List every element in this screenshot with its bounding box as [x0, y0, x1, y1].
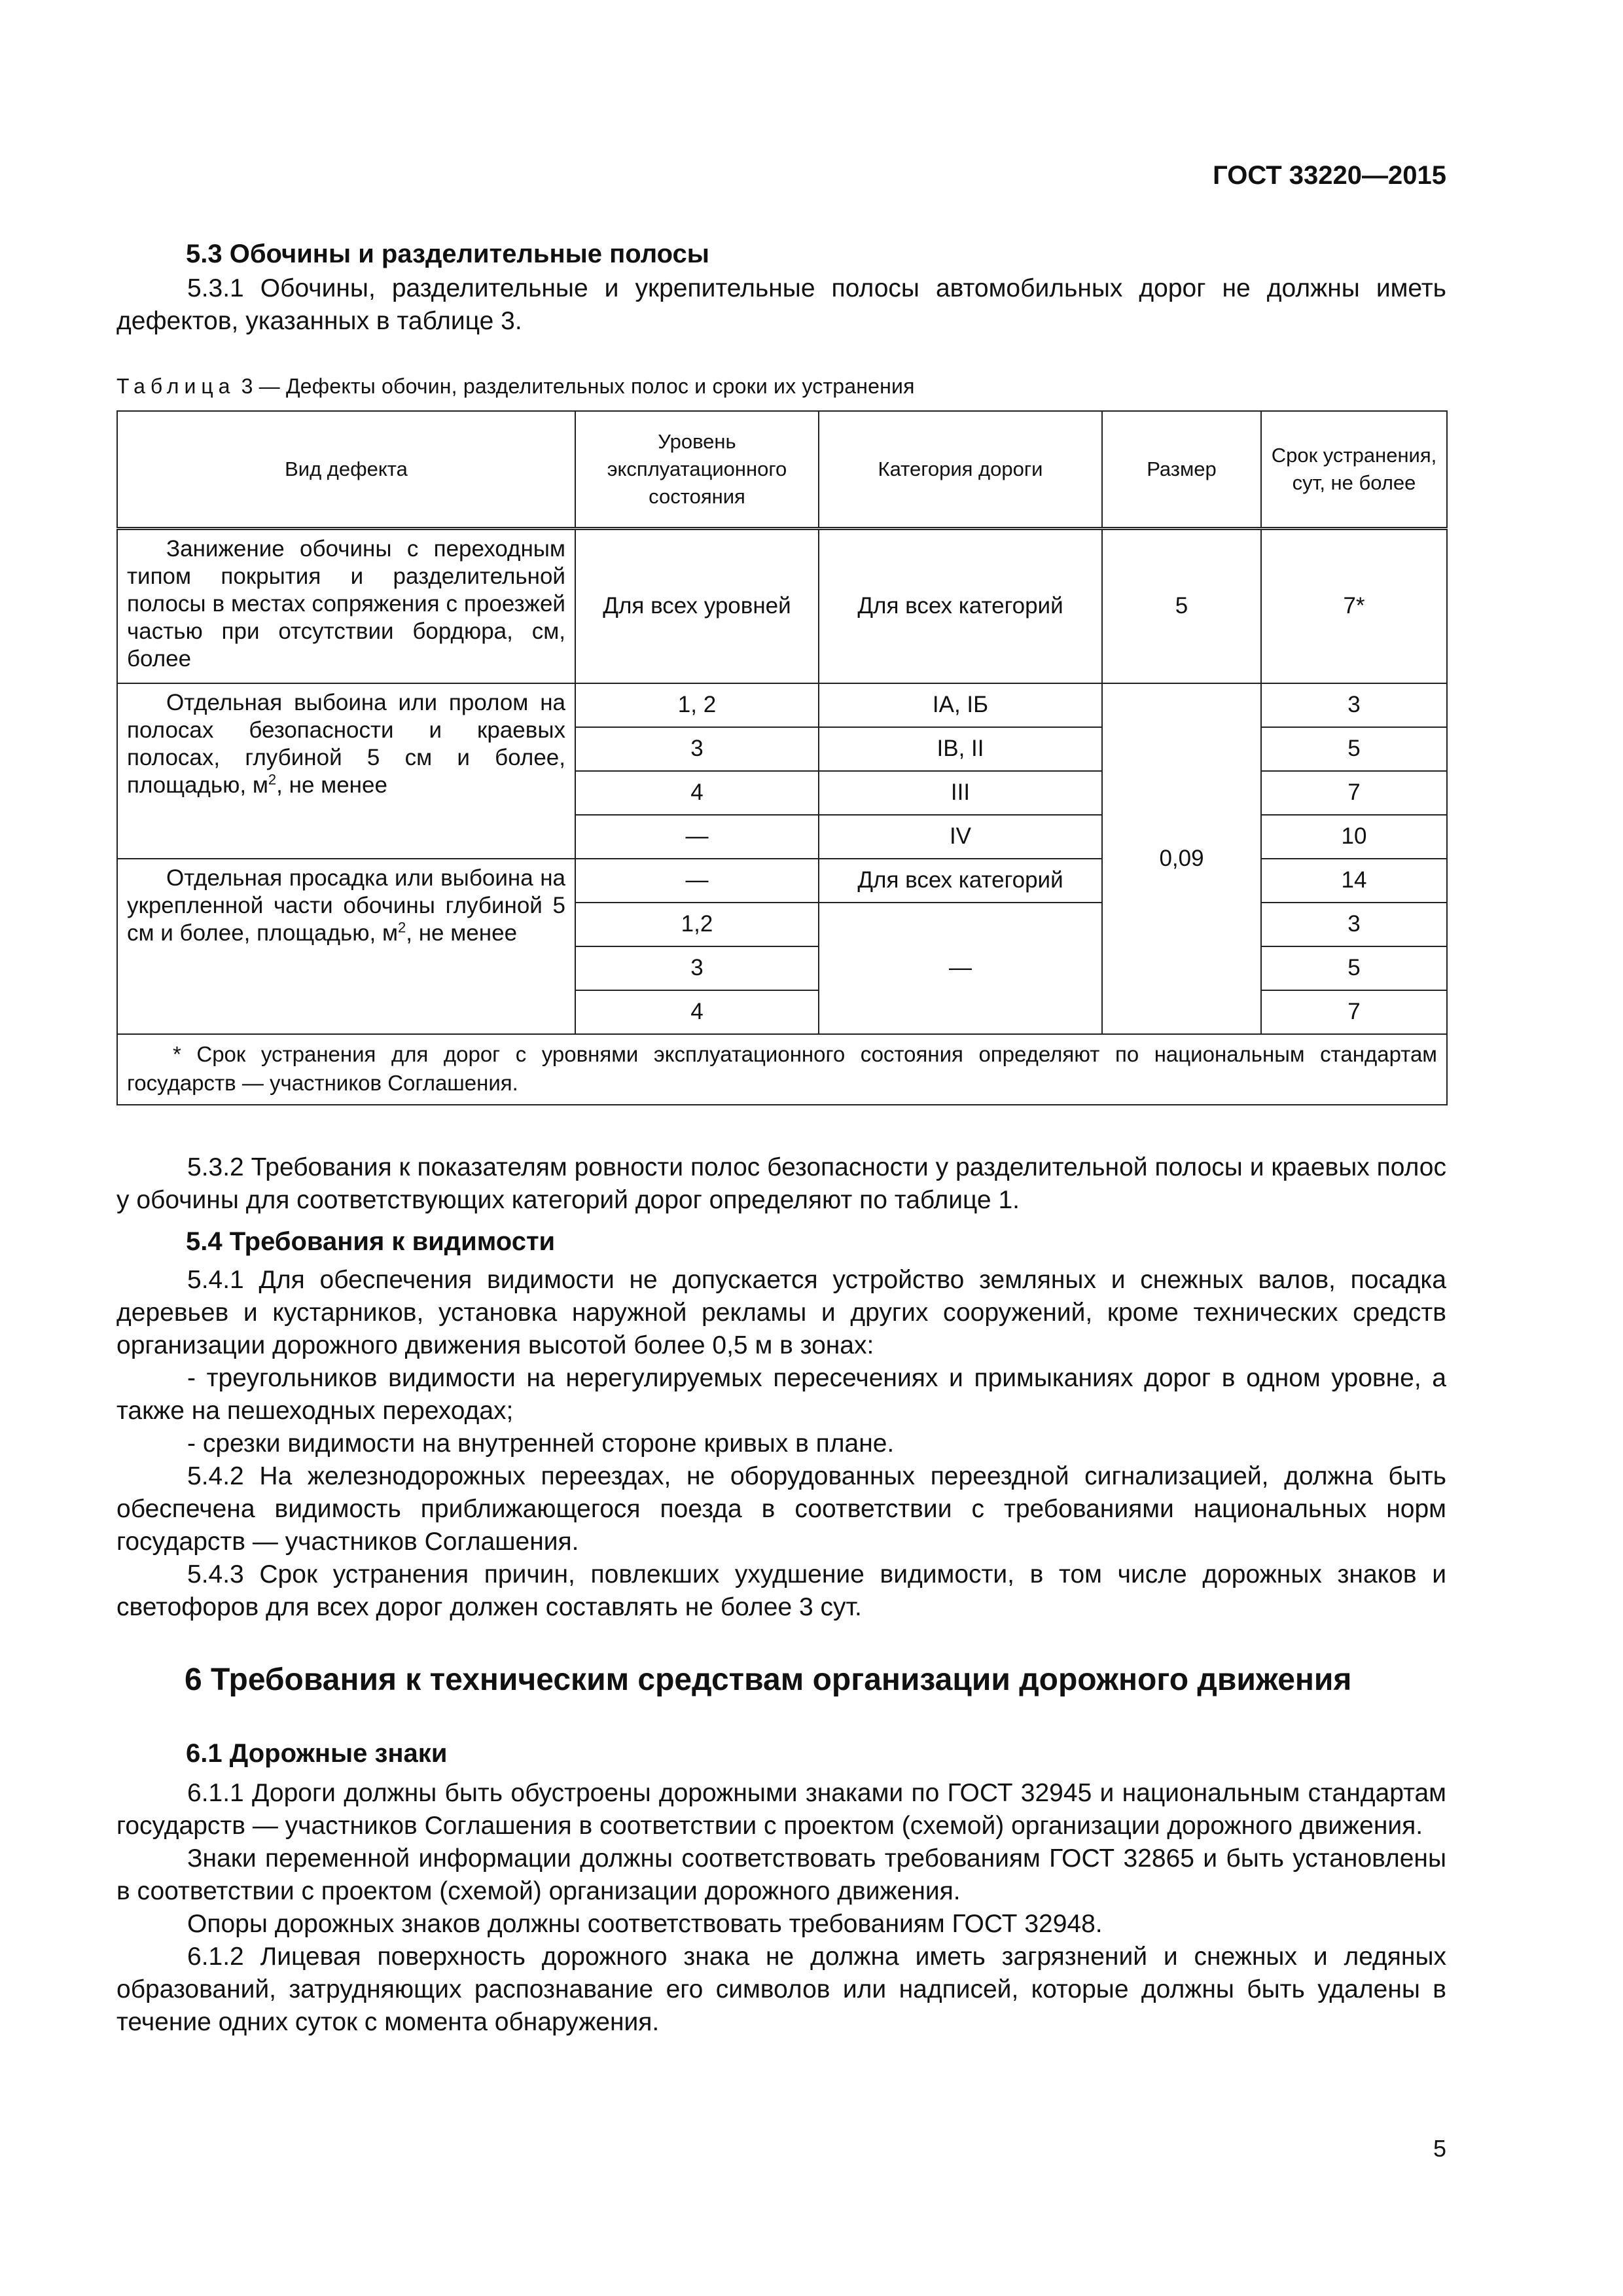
paragraph-6-1-1: 6.1.1 Дороги должны быть обустроены дорожными знаками по ГОСТ 32945 и национальным стандартам государств — участников Соглашения в соответствии с проектом (схемой) организации дорожного движения.	[116, 1778, 1446, 1840]
defect-text: Отдельная выбоина или пролом на полосах безопасности и краевых полосах, глубиной 5 см и более, площадью, м	[127, 689, 565, 798]
paragraph-5-3-2: 5.3.2 Требования к показателям ровности полос безопасности у разделительной полосы и краевых полос у обочины для соответствующих категорий дорог определяют по таблице 1.	[116, 1153, 1446, 1214]
table-note-row	[117, 1034, 1447, 1105]
superscript: 2	[398, 918, 406, 935]
paragraph-5-4-3: 5.4.3 Срок устранения причин, повлекших ухудшение видимости, в том числе дорожных знаков и светофоров для всех дорог должен составлять не более 3 сут.	[116, 1560, 1446, 1621]
paragraph-5-4-1: 5.4.1 Для обеспечения видимости не допускается устройство земляных и снежных валов, посадка деревьев и кустарников, установка наружной рекламы и других сооружений, кроме технических средств организации дорожного движения высотой более 0,5 м в зонах:	[116, 1265, 1446, 1359]
defect-text-tail: , не менее	[406, 920, 518, 946]
cell-level: 3	[575, 946, 819, 990]
cell-size: 5	[1102, 529, 1261, 683]
cell-term: 10	[1261, 815, 1447, 859]
list-item: - срезки видимости на внутренней стороне кривых в плане.	[187, 1429, 895, 1458]
section-5-4-heading: 5.4 Требования к видимости	[186, 1227, 556, 1256]
defect-shoulder-lowering: Занижение обочины с переходным типом покрытия и разделительной полосы в местах сопряжения с проезжей частью при отсутствии бордюра, см, более	[117, 529, 575, 683]
header-category: Категория дороги	[819, 411, 1102, 529]
list-item: - треугольников видимости на нерегулируемых пересечениях и примыканиях дорог в одном уровне, а также на пешеходных переходах;	[116, 1363, 1446, 1425]
cell-level: —	[575, 859, 819, 903]
cell-level: 3	[575, 727, 819, 771]
table-header-row	[117, 411, 1447, 529]
table-row	[117, 683, 1447, 727]
cell-term: 5	[1261, 946, 1447, 990]
table-row	[117, 529, 1447, 683]
cell-level: Для всех уровней	[575, 529, 819, 683]
paragraph-5-4-2: 5.4.2 На железнодорожных переездах, не оборудованных переездной сигнализацией, должна быть обеспечена видимость приближающегося поезда в соответствии с требованиями национальных норм государств — участников Соглашения.	[116, 1462, 1446, 1556]
cell-term: 14	[1261, 859, 1447, 903]
table-footnote: * Срок устранения для дорог с уровнями эксплуатационного состояния определяют по национальным стандартам государств — участников Соглашения.	[117, 1034, 1447, 1105]
cell-term: 3	[1261, 903, 1447, 946]
defect-pothole-safety-lanes	[117, 683, 575, 859]
defect-text: Отдельная просадка или выбоина на укрепленной части обочины глубиной 5 см и более, площадью, м	[127, 865, 565, 946]
defects-table	[116, 410, 1448, 1105]
defect-subsidence-shoulder	[117, 859, 575, 1034]
header-level: Уровень эксплуатационного состояния	[575, 411, 819, 529]
cell-category-merged: —	[819, 903, 1102, 1034]
header-term: Срок устранения, сут, не более	[1261, 411, 1447, 529]
cell-term: 5	[1261, 727, 1447, 771]
cell-size-merged: 0,09	[1102, 683, 1261, 1034]
table-caption-text: 3 — Дефекты обочин, разделительных полос и сроки их устранения	[241, 374, 915, 398]
cell-category: IA, IБ	[819, 683, 1102, 727]
table-3-caption	[116, 374, 1446, 399]
header-defect-type: Вид дефекта	[117, 411, 575, 529]
paragraph-5-3-1: 5.3.1 Обочины, разделительные и укрепительные полосы автомобильных дорог не должны иметь дефектов, указанных в таблице 3.	[116, 274, 1446, 335]
cell-category: Для всех категорий	[819, 859, 1102, 903]
cell-category: IV	[819, 815, 1102, 859]
cell-term: 7*	[1261, 529, 1447, 683]
paragraph-6-1-2: 6.1.2 Лицевая поверхность дорожного знака не должна иметь загрязнений и снежных и ледяных образований, затрудняющих распознавание его символов или надписей, которые должны быть удалены в течение одних суток с момента обнаружения.	[116, 1942, 1446, 2036]
cell-level: 1,2	[575, 903, 819, 946]
cell-level: 4	[575, 990, 819, 1034]
cell-level: 1, 2	[575, 683, 819, 727]
section-6-heading: 6 Требования к техническим средствам организации дорожного движения	[185, 1662, 1352, 1697]
cell-category: IB, II	[819, 727, 1102, 771]
paragraph-6-1-1-b: Знаки переменной информации должны соответствовать требованиям ГОСТ 32865 и быть установлены в соответствии с проектом (схемой) организации дорожного движения.	[116, 1844, 1446, 1905]
table-caption-word: Таблица	[116, 374, 236, 398]
section-5-3-heading: 5.3 Обочины и разделительные полосы	[186, 240, 709, 268]
page-content	[116, 236, 1446, 2039]
defect-text-tail: , не менее	[276, 772, 387, 798]
cell-level: —	[575, 815, 819, 859]
cell-term: 3	[1261, 683, 1447, 727]
section-6-1-heading: 6.1 Дорожные знаки	[186, 1738, 448, 1768]
cell-category: Для всех категорий	[819, 529, 1102, 683]
header-size: Размер	[1102, 411, 1261, 529]
page-number: 5	[1433, 2135, 1446, 2162]
cell-term: 7	[1261, 771, 1447, 815]
cell-category: III	[819, 771, 1102, 815]
paragraph-6-1-1-c: Опоры дорожных знаков должны соответствовать требованиям ГОСТ 32948.	[187, 1909, 1103, 1938]
superscript: 2	[268, 770, 277, 787]
cell-level: 4	[575, 771, 819, 815]
cell-term: 7	[1261, 990, 1447, 1034]
document-id: ГОСТ 33220—2015	[1213, 161, 1446, 190]
